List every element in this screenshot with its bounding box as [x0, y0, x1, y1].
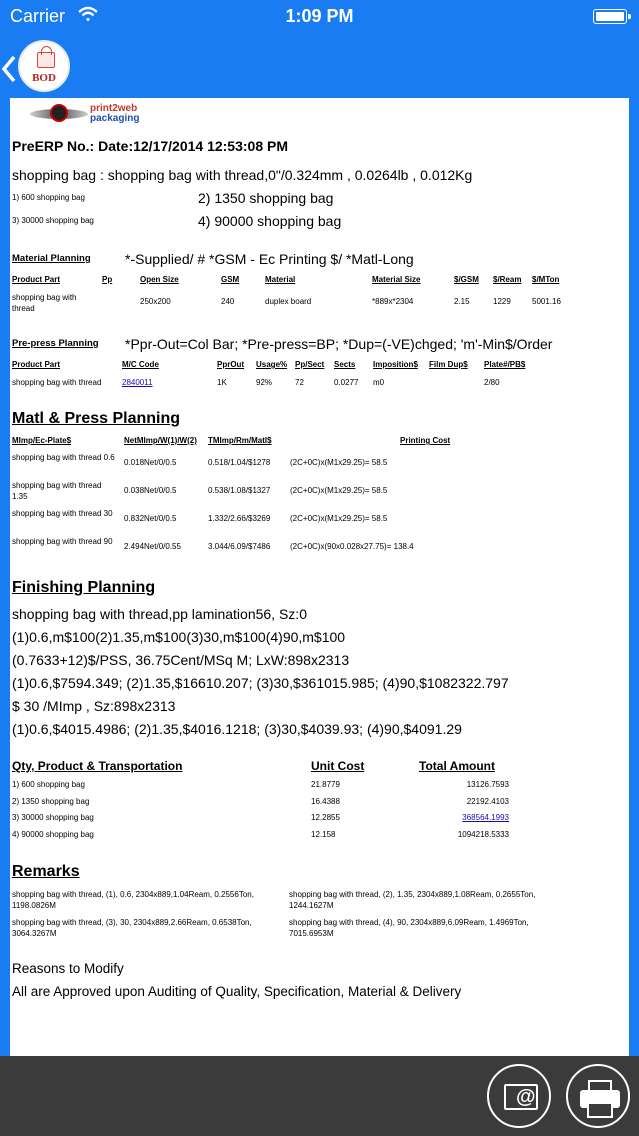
prepress-legend: *Ppr-Out=Col Bar; *Pre-press=BP; *Dup=(-VE)chged; 'm'-Min$/Order: [125, 336, 553, 352]
material-planning-title: Material Planning: [12, 253, 91, 264]
battery-icon: [593, 9, 627, 24]
document-view[interactable]: [10, 98, 629, 1056]
material-header-open-size: Open Size: [140, 275, 179, 284]
transport-header-unit-cost: Unit Cost: [311, 759, 365, 773]
prepress-header-sects: Sects: [334, 360, 356, 369]
nav-bar: [0, 34, 639, 96]
matl-row-3-product: shopping bag with thread 30: [12, 509, 113, 518]
matl-row-2-product: shopping bag with thread 1.35: [12, 481, 102, 501]
remark-1: shopping bag with thread, (1), 0.6, 2304x889,1.04Ream, 0.2556Ton, 1198.0826M: [12, 890, 254, 910]
matl-header-netmimp: NetMImp/W(1)/W(2): [124, 436, 197, 445]
material-cell-product: shopping bag with thread: [12, 293, 77, 313]
product-summary: shopping bag : shopping bag with thread,0"/0.324mm , 0.0264lb , 0.012Kg: [12, 167, 473, 183]
prepress-header-pprout: PprOut: [217, 360, 245, 369]
prepress-header-imposition: Imposition$: [373, 360, 418, 369]
matl-header-tmimp: TMImp/Rm/Matl$: [208, 436, 272, 445]
matl-row-4-printing: (2C+0C)x(90x0.028x27.75)= 138.4: [290, 542, 414, 551]
prepress-mc-code-link[interactable]: 2840011: [122, 378, 153, 387]
matl-press-title: Matl & Press Planning: [12, 410, 181, 427]
transport-row-1-unit: 21.8779: [311, 780, 340, 789]
prepress-planning-title: Pre-press Planning: [12, 338, 99, 349]
remark-4: shopping bag with thread, (4), 90, 2304x889,6.09Ream, 1.4969Ton, 7015.6953M: [289, 918, 529, 938]
print-button[interactable]: [566, 1064, 630, 1128]
transport-header-total: Total Amount: [419, 759, 495, 773]
matl-row-3-printing: (2C+0C)x(M1x29.25)= 58.5: [290, 514, 388, 523]
material-header-ream-cost: $/Ream: [493, 275, 522, 284]
matl-row-2-tmimp: 0.538/1.08/$1327: [208, 486, 271, 495]
prepress-cell-sects: 0.0277: [334, 378, 359, 387]
prepress-cell-pprout: 1K: [217, 378, 227, 387]
prepress-header-product-part: Product Part: [12, 360, 61, 369]
back-chevron-icon[interactable]: [0, 54, 18, 84]
transport-row-3-total-link[interactable]: 368564.1993: [462, 813, 509, 822]
finishing-title: Finishing Planning: [12, 579, 156, 596]
matl-row-2-printing: (2C+0C)x(M1x29.25)= 58.5: [290, 486, 388, 495]
transport-row-3-product: 3) 30000 shopping bag: [12, 813, 94, 822]
matl-row-1-tmimp: 0.518/1.04/$1278: [208, 458, 271, 467]
finishing-line-3: (0.7633+12)$/PSS, 36.75Cent/MSq M; LxW:898x2313: [12, 652, 350, 668]
at-sign-glyph: @: [516, 1086, 536, 1108]
material-header-gsm: GSM: [221, 275, 240, 284]
quantity-3: 3) 30000 shopping bag: [12, 216, 94, 225]
material-cell-open-size: 250x200: [140, 297, 171, 306]
prepress-cell-pp-sect: 72: [295, 378, 304, 387]
status-bar: [0, 0, 639, 34]
prepress-cell-plate: 2/80: [484, 378, 500, 387]
app-logo[interactable]: [18, 40, 70, 92]
prepress-cell-imposition: m0: [373, 378, 385, 387]
carrier-label: Carrier: [10, 6, 66, 26]
brand-logo: [30, 102, 140, 126]
printer-icon: [588, 1080, 612, 1090]
transport-row-2-unit: 16.4388: [311, 797, 340, 806]
transport-header-product: Qty, Product & Transportation: [12, 759, 183, 773]
brand-line2: packaging: [90, 113, 140, 124]
prepress-header-pp-sect: Pp/Sect: [295, 360, 325, 369]
material-cell-ream-cost: 1229: [493, 297, 511, 306]
remarks-title: Remarks: [12, 863, 80, 880]
app-logo-label: BOD: [32, 72, 56, 84]
reasons-to-modify: Reasons to Modify: [12, 961, 124, 976]
matl-row-1-net: 0.018Net/0/0.5: [124, 458, 177, 467]
quantity-1: 1) 600 shopping bag: [12, 193, 85, 202]
material-header-product-part: Product Part: [12, 275, 61, 284]
page-title: PreERP No.: Date:12/17/2014 12:53:08 PM: [12, 138, 288, 154]
remark-2: shopping bag with thread, (2), 1.35, 2304x889,1.08Ream, 0.2655Ton, 1244.1627M: [289, 890, 536, 910]
matl-row-4-product: shopping bag with thread 90: [12, 537, 113, 546]
transport-row-3-unit: 12.2855: [311, 813, 340, 822]
prepress-header-plate: Plate#/PB$: [484, 360, 526, 369]
material-cell-material: duplex board: [265, 297, 312, 306]
approval-statement: All are Approved upon Auditing of Quality, Specification, Material & Delivery: [12, 984, 462, 999]
material-header-pp: Pp: [102, 275, 113, 284]
shopping-bag-icon: [37, 52, 55, 68]
matl-header-printing-cost: Printing Cost: [400, 436, 451, 445]
matl-row-3-tmimp: 1.332/2.66/$3269: [208, 514, 271, 523]
material-header-gsm-cost: $/GSM: [454, 275, 479, 284]
emblem-icon: [50, 104, 68, 122]
finishing-line-1: shopping bag with thread,pp lamination56, Sz:0: [12, 606, 307, 622]
matl-row-4-tmimp: 3.044/6.09/$7486: [208, 542, 271, 551]
prepress-cell-usage: 92%: [256, 378, 273, 387]
prepress-header-mc-code: M/C Code: [122, 360, 159, 369]
prepress-header-usage: Usage%: [256, 360, 288, 369]
matl-row-3-net: 0.832Net/0/0.5: [124, 514, 177, 523]
material-cell-material-size: *889x*2304: [372, 297, 414, 306]
matl-row-2-net: 0.038Net/0/0.5: [124, 486, 177, 495]
transport-row-4-unit: 12.158: [311, 830, 336, 839]
material-header-material: Material: [265, 275, 296, 284]
brand-line1: print2web: [90, 103, 138, 114]
transport-row-2-product: 2) 1350 shopping bag: [12, 797, 90, 806]
finishing-line-5: $ 30 /MImp , Sz:898x2313: [12, 698, 176, 714]
transport-row-4-total: 1094218.5333: [457, 830, 509, 839]
transport-row-4-product: 4) 90000 shopping bag: [12, 830, 94, 839]
material-header-material-size: Material Size: [372, 275, 421, 284]
transport-row-1-total: 13126.7593: [466, 780, 509, 789]
transport-row-2-total: 22192.4103: [466, 797, 509, 806]
material-legend: *-Supplied/ # *GSM - Ec Printing $/ *Matl-Long: [125, 251, 414, 267]
quantity-2: 2) 1350 shopping bag: [198, 190, 334, 206]
remark-3: shopping bag with thread, (3), 30, 2304x889,2.66Ream, 0.6538Ton, 3064.3267M: [12, 918, 252, 938]
prepress-cell-product: shopping bag with thread: [12, 378, 102, 387]
material-cell-gsm-cost: 2.15: [454, 297, 470, 306]
matl-row-4-net: 2.494Net/0/0.55: [124, 542, 181, 551]
finishing-line-2: (1)0.6,m$100(2)1.35,m$100(3)30,m$100(4)90,m$100: [12, 629, 346, 645]
material-header-mton-cost: $/MTon: [532, 275, 560, 284]
prepress-header-film-dup: Film Dup$: [429, 360, 468, 369]
quantity-4: 4) 90000 shopping bag: [198, 213, 342, 229]
finishing-line-6: (1)0.6,$4015.4986; (2)1.35,$4016.1218; (3)30,$4039.93; (4)90,$4091.29: [12, 721, 462, 737]
email-button[interactable]: [487, 1064, 551, 1128]
material-cell-gsm: 240: [221, 297, 235, 306]
matl-header-mimp: MImp/Ec-Plate$: [12, 436, 72, 445]
transport-row-1-product: 1) 600 shopping bag: [12, 780, 85, 789]
finishing-line-4: (1)0.6,$7594.349; (2)1.35,$16610.207; (3)30,$361015.985; (4)90,$1082322.797: [12, 675, 509, 691]
bottom-toolbar: [0, 1056, 639, 1136]
printer-paper: [587, 1102, 613, 1118]
material-cell-mton-cost: 5001.16: [532, 297, 561, 306]
matl-row-1-printing: (2C+0C)x(M1x29.25)= 58.5: [290, 458, 388, 467]
matl-row-1-product: shopping bag with thread 0.6: [12, 453, 115, 462]
clock: 1:09 PM: [285, 6, 354, 26]
